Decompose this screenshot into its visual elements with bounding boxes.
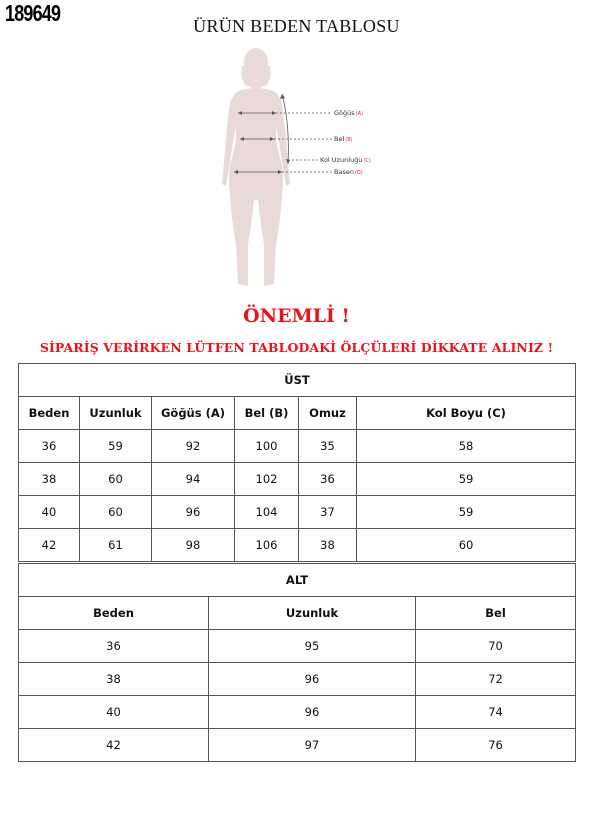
table-cell: 40 (19, 696, 209, 729)
table-cell: 97 (209, 729, 416, 762)
table-cell: 58 (357, 430, 576, 463)
table-cell: 59 (357, 496, 576, 529)
table-header-row (19, 597, 576, 630)
column-header: Bel (416, 597, 576, 630)
column-header: Beden (19, 597, 209, 630)
table-row (19, 696, 576, 729)
table-row (19, 430, 576, 463)
table-row (19, 496, 576, 529)
section-title-ust: ÜST (19, 364, 576, 397)
table-cell: 36 (19, 430, 80, 463)
table-cell: 38 (299, 529, 357, 562)
table-cell: 35 (299, 430, 357, 463)
table-cell: 37 (299, 496, 357, 529)
table-cell: 40 (19, 496, 80, 529)
table-row (19, 463, 576, 496)
column-header: Göğüs (A) (152, 397, 235, 430)
column-header: Kol Boyu (C) (357, 397, 576, 430)
table-cell: 104 (235, 496, 299, 529)
table-cell: 70 (416, 630, 576, 663)
table-cell: 96 (209, 696, 416, 729)
table-cell: 92 (152, 430, 235, 463)
table-cell: 36 (19, 630, 209, 663)
table-row (19, 663, 576, 696)
table-cell: 94 (152, 463, 235, 496)
table-cell: 98 (152, 529, 235, 562)
table-row (19, 729, 576, 762)
section-title-alt: ALT (19, 564, 576, 597)
column-header: Omuz (299, 397, 357, 430)
table-cell: 60 (80, 463, 152, 496)
table-row (19, 529, 576, 562)
warning-text: SİPARİŞ VERİRKEN LÜTFEN TABLODAKİ ÖLÇÜLERİ DİKKATE ALINIZ ! (39, 340, 554, 355)
table-cell: 76 (416, 729, 576, 762)
table-cell: 96 (209, 663, 416, 696)
page-title: ÜRÜN BEDEN TABLOSU (193, 16, 400, 36)
table-row (19, 630, 576, 663)
body-measurement-figure (212, 44, 372, 294)
column-header: Uzunluk (80, 397, 152, 430)
table-cell: 102 (235, 463, 299, 496)
table-cell: 100 (235, 430, 299, 463)
table-cell: 38 (19, 463, 80, 496)
table-cell: 74 (416, 696, 576, 729)
product-code: 189649 (5, 0, 61, 26)
sleeve-length-label: Kol Uzunluğu(C) (320, 156, 371, 164)
hip-label: Basen(D) (334, 168, 363, 176)
column-header: Beden (19, 397, 80, 430)
table-cell: 59 (357, 463, 576, 496)
table-header-row (19, 397, 576, 430)
waist-label: Bel(B) (334, 135, 353, 143)
table-cell: 95 (209, 630, 416, 663)
upper-size-table (18, 363, 576, 562)
table-cell: 61 (80, 529, 152, 562)
column-header: Bel (B) (235, 397, 299, 430)
chest-label: Göğüs(A) (334, 109, 363, 117)
table-cell: 72 (416, 663, 576, 696)
table-cell: 38 (19, 663, 209, 696)
table-cell: 36 (299, 463, 357, 496)
table-cell: 60 (357, 529, 576, 562)
lower-size-table (18, 563, 576, 762)
important-notice: ÖNEMLİ ! (243, 305, 350, 327)
column-header: Uzunluk (209, 597, 416, 630)
table-cell: 60 (80, 496, 152, 529)
table-cell: 106 (235, 529, 299, 562)
table-cell: 42 (19, 729, 209, 762)
table-cell: 96 (152, 496, 235, 529)
table-cell: 59 (80, 430, 152, 463)
table-cell: 42 (19, 529, 80, 562)
